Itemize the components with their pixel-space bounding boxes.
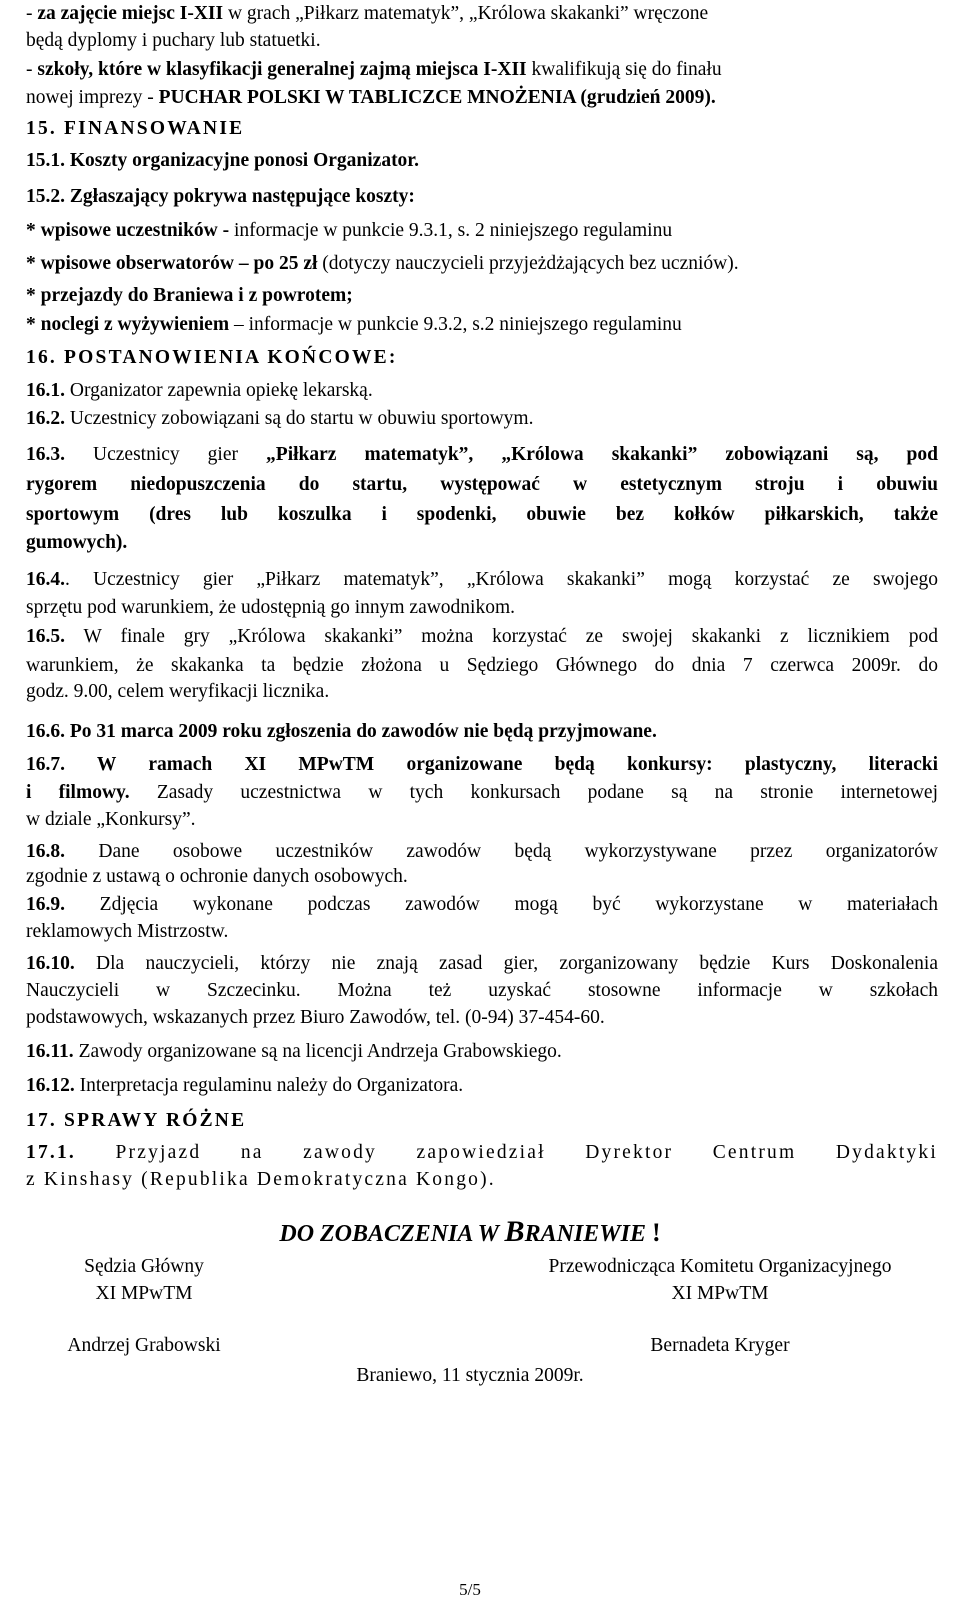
text-line [26, 1107, 246, 1135]
text-line [26, 1072, 463, 1100]
text-line [26, 217, 672, 245]
text-run: 16.1. [26, 380, 65, 401]
text-line [26, 183, 415, 211]
text-run: * noclegi z wyżywieniem [26, 314, 230, 335]
text-line [26, 838, 938, 866]
text-run: 17. SPRAWY RÓŻNE [26, 1110, 247, 1131]
text-run: W finale gry „Królowa skakanki” można korzystać ze swojej skakanki z licznikiem pod [65, 626, 938, 647]
signature-left-name: Andrzej Grabowski [67, 1335, 221, 1356]
text-run: 16.6. Po 31 marca 2009 roku zgłoszenia do zawodów nie będą przyjmowane. [26, 721, 657, 742]
text-run: * wpisowe obserwatorów – po 25 zł [26, 253, 318, 274]
text-run: * wpisowe uczestników - [26, 220, 234, 241]
text-run: (dotyczy nauczycieli przyjeżdżających bez uczniów). [317, 253, 739, 274]
signature-left-org: XI MPwTM [95, 1283, 193, 1304]
signature-right-org: XI MPwTM [671, 1283, 769, 1304]
text-run: 16.7. W ramach XI MPwTM organizowane będą konkursy: plastyczny, literacki [26, 754, 938, 775]
text-run: Zawody organizowane są na licencji Andrzeja Grabowskiego. [73, 1041, 562, 1062]
text-run: „Piłkarz matematyk”, „Królowa skakanki” zobowiązani są, pod [266, 444, 938, 465]
text-run: Dane osobowe uczestników zawodów będą wykorzystywane przez organizatorów [65, 841, 938, 862]
text-run: Uczestnicy gier [65, 444, 267, 465]
text-line [26, 779, 938, 807]
text-run: rygorem niedopuszczenia do startu, występować w estetycznym stroju i obuwiu [26, 474, 938, 495]
text-line [26, 977, 938, 1005]
text-run: w grach „Piłkarz matematyk”, „Królowa skakanki” wręczone [223, 3, 709, 24]
text-line [26, 84, 716, 112]
farewell-heading: DO ZOBACZENIA W BRANIEWIE ! [279, 1215, 661, 1248]
text-line [26, 250, 739, 278]
text-run: w dziale „Konkursy”. [26, 809, 196, 830]
text-run: 16.10. [26, 953, 75, 974]
text-run: 16.8. [26, 841, 65, 862]
text-run: nowej imprezy - [26, 87, 159, 108]
text-line [26, 594, 515, 622]
text-line [26, 282, 353, 310]
text-line [26, 891, 938, 919]
text-line [26, 56, 722, 84]
text-run: Nauczycieli w Szczecinku. Można też uzyskać stosowne informacje w szkołach [26, 980, 938, 1001]
text-run: warunkiem, że skakanka ta będzie złożona u Sędziego Głównego do dnia 7 czerwca 2009r. do [26, 655, 938, 676]
text-run: 16. POSTANOWIENIA KOŃCOWE: [26, 347, 398, 368]
text-run: za zajęcie miejsc I-XII [37, 3, 224, 24]
text-line [26, 806, 195, 834]
text-line [26, 115, 244, 143]
text-run: godz. 9.00, celem weryfikacji licznika. [26, 681, 330, 702]
text-run: sprzętu pod warunkiem, że udostępnią go innym zawodnikom. [26, 597, 516, 618]
text-line [26, 27, 321, 55]
text-line [26, 441, 938, 469]
text-line [26, 1004, 605, 1032]
text-run: 16.12. [26, 1075, 75, 1096]
text-run: Uczestnicy zobowiązani są do startu w obuwiu sportowym. [65, 408, 534, 429]
text-line [26, 718, 657, 746]
text-run: 16.4. [26, 569, 65, 590]
text-run: podstawowych, wskazanych przez Biuro Zawodów, tel. (0-94) 37-454-60. [26, 1007, 605, 1028]
text-run: gumowych). [26, 532, 128, 553]
text-line [26, 652, 938, 680]
text-line [26, 566, 938, 594]
text-run: * przejazdy do Braniewa i z powrotem; [26, 285, 353, 306]
text-run: reklamowych Mistrzostw. [26, 921, 229, 942]
text-run: sportowym (dres lub koszulka i spodenki, obuwie bez kołków piłkarskich, także [26, 504, 938, 525]
text-run: Przyjazd na zawody zapowiedział Dyrektor Centrum Dydaktyki [76, 1142, 938, 1163]
text-run: 17.1. [26, 1142, 76, 1163]
text-run: 16.9. [26, 894, 65, 915]
text-line [26, 863, 408, 891]
text-run: 16.5. [26, 626, 65, 647]
text-run: szkoły, które w klasyfikacji generalnej zajmą miejsca I-XII [37, 59, 527, 80]
text-line [26, 0, 708, 28]
text-line [26, 501, 938, 529]
text-line [26, 1038, 562, 1066]
text-run: 15. FINANSOWANIE [26, 118, 245, 139]
text-run: kwalifikują się do finału [526, 59, 722, 80]
text-run: Zasady uczestnictwa w tych konkursach podane są na stronie internetowej [129, 782, 938, 803]
text-line [26, 405, 533, 433]
text-run: . Uczestnicy gier „Piłkarz matematyk”, „Królowa skakanki” mogą korzystać ze swojego [65, 569, 938, 590]
text-run: informacje w punkcie 9.3.1, s. 2 niniejszego regulaminu [234, 220, 673, 241]
text-line [26, 1166, 496, 1194]
text-line [26, 344, 398, 372]
signature-left-role: Sędzia Główny [84, 1256, 204, 1277]
text-run: zgodnie z ustawą o ochronie danych osobowych. [26, 866, 408, 887]
text-line [26, 471, 938, 499]
text-line [26, 377, 373, 405]
text-line [26, 751, 938, 779]
text-line [26, 950, 938, 978]
text-run: 16.2. [26, 408, 65, 429]
text-run: Dla nauczycieli, którzy nie znają zasad gier, zorganizowany będzie Kurs Doskonalenia [74, 953, 938, 974]
text-run: z Kinshasy (Republika Demokratyczna Kongo). [26, 1169, 496, 1190]
text-line [26, 918, 228, 946]
text-run: będą dyplomy i puchary lub statuetki. [26, 30, 321, 51]
text-run: – informacje w punkcie 9.3.2, s.2 niniejszego regulaminu [229, 314, 682, 335]
text-line [26, 623, 938, 651]
page-number: 5/5 [459, 1580, 481, 1599]
text-run: Zdjęcia wykonane podczas zawodów mogą być wykorzystane w materiałach [65, 894, 938, 915]
text-run: 15.1. Koszty organizacyjne ponosi Organizator. [26, 150, 420, 171]
text-line [26, 678, 329, 706]
text-run: PUCHAR POLSKI W TABLICZCE MNOŻENIA (grudzień 2009). [158, 87, 716, 108]
text-line [26, 529, 127, 557]
text-line [26, 147, 419, 175]
place-date: Braniewo, 11 stycznia 2009r. [356, 1365, 584, 1386]
text-run: i filmowy. [26, 782, 130, 803]
text-run: 16.11. [26, 1041, 74, 1062]
signature-right-name: Bernadeta Kryger [650, 1335, 790, 1356]
text-line [26, 311, 682, 339]
text-run: - [26, 59, 38, 80]
text-run: 16.3. [26, 444, 65, 465]
text-line [26, 1139, 938, 1167]
signature-right-role: Przewodnicząca Komitetu Organizacyjnego [548, 1256, 892, 1277]
text-run: Organizator zapewnia opiekę lekarską. [65, 380, 373, 401]
text-run: - [26, 3, 38, 24]
text-run: 15.2. Zgłaszający pokrywa następujące koszty: [26, 186, 415, 207]
text-run: Interpretacja regulaminu należy do Organizatora. [74, 1075, 464, 1096]
